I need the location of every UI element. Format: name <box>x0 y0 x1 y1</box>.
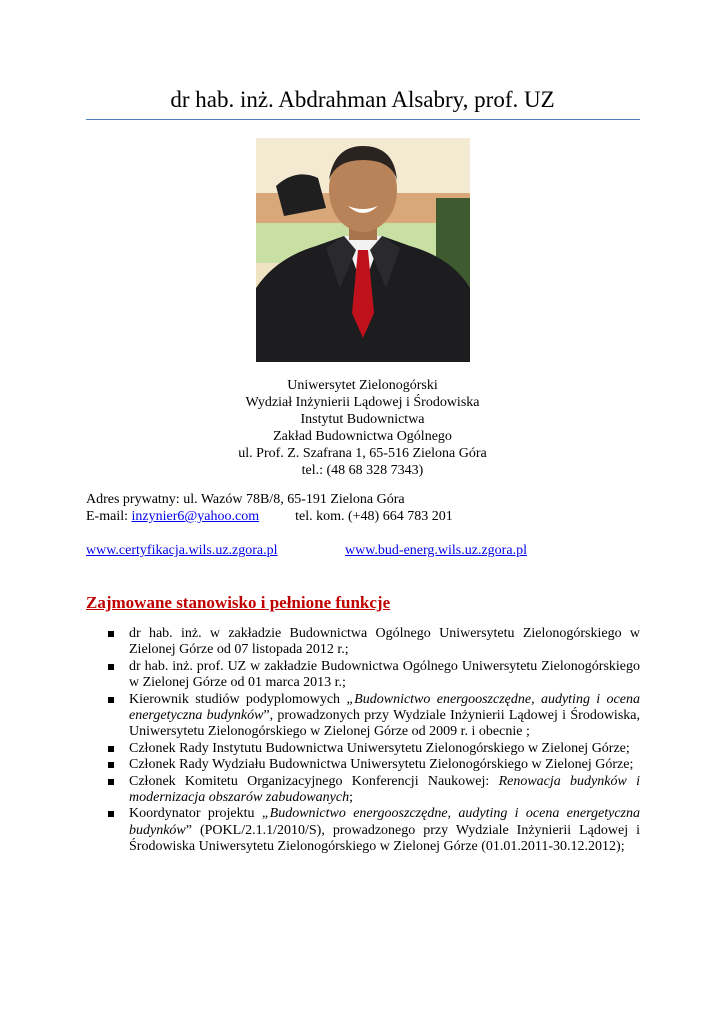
list-item: Koordynator projektu „Budownictwo energooszczędne, audyting i ocena energetyczna budynków” (POKL/2.1.1/2010/S), prowadzonego przy Wydziale Inżynierii Lądowej i Środowiska Uniwersytetu Zielonogórskiego w Zielonej Górze (01.01.2011-30.12.2012); <box>108 806 640 855</box>
list-item: Członek Rady Instytutu Budownictwa Uniwersytetu Zielonogórskiego w Zielonej Górze; <box>108 741 640 757</box>
list-item: dr hab. inż. w zakładzie Budownictwa Ogólnego Uniwersytetu Zielonogórskiego w Zielonej Górze od 07 listopada 2012 r.; <box>108 626 640 659</box>
bullet-icon <box>108 697 114 703</box>
mobile-phone: tel. kom. (+48) 664 783 201 <box>295 509 453 524</box>
section-heading: Zajmowane stanowisko i pełnione funkcje <box>86 593 391 612</box>
bullet-icon <box>108 631 114 637</box>
portrait-illustration <box>256 138 470 362</box>
bullet-icon <box>108 746 114 752</box>
private-address: Adres prywatny: ul. Wazów 78B/8, 65-191 Zielona Góra <box>86 492 405 507</box>
bullet-icon <box>108 762 114 768</box>
website-link-certyfikacja[interactable]: www.certyfikacja.wils.uz.zgora.pl <box>86 543 278 558</box>
address-line: Zakład Budownictwa Ogólnego <box>273 429 452 444</box>
email-label: E-mail: <box>86 509 132 524</box>
website-link-bud-energ[interactable]: www.bud-energ.wils.uz.zgora.pl <box>345 543 527 558</box>
list-item: Członek Komitetu Organizacyjnego Konferencji Naukowej: Renowacja budynków i modernizacja obszarów zabudowanych; <box>108 774 640 807</box>
website-links <box>86 542 278 559</box>
list-item: dr hab. inż. prof. UZ w zakładzie Budownictwa Ogólnego Uniwersytetu Zielonogórskiego w Zielonej Górze od 01 marca 2013 r.; <box>108 659 640 692</box>
portrait-photo <box>256 138 470 362</box>
bullet-icon <box>108 811 114 817</box>
positions-list <box>108 626 640 856</box>
contact-line <box>86 508 453 525</box>
bullet-icon <box>108 664 114 670</box>
address-line: tel.: (48 68 328 7343) <box>301 463 424 478</box>
address-line: Instytut Budownictwa <box>300 412 425 427</box>
email-link[interactable]: inzynier6@yahoo.com <box>131 509 260 524</box>
title-underline <box>86 119 640 120</box>
website-links-2 <box>345 542 527 559</box>
bullet-icon <box>108 779 114 785</box>
list-item: Kierownik studiów podyplomowych „Budownictwo energooszczędne, audyting i ocena energetyczna budynków”, prowadzonych przy Wydziale Inżynierii Lądowej i Środowiska, Uniwersytetu Zielonogórskiego w Zielonej Górze od 2009 r. i obecnie ; <box>108 692 640 741</box>
institution-address <box>0 377 725 479</box>
address-line: ul. Prof. Z. Szafrana 1, 65-516 Zielona Góra <box>238 446 487 461</box>
list-item: Członek Rady Wydziału Budownictwa Uniwersytetu Zielonogórskiego w Zielonej Górze; <box>108 757 640 773</box>
page-title: dr hab. inż. Abdrahman Alsabry, prof. UZ <box>170 87 555 112</box>
address-line: Uniwersytet Zielonogórski <box>287 378 438 393</box>
address-line: Wydział Inżynierii Lądowej i Środowiska <box>245 395 480 410</box>
